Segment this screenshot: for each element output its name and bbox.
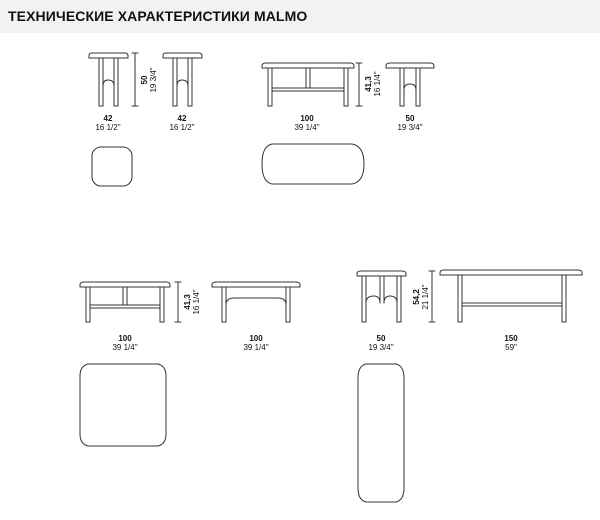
dim-100a-cm: 100 — [300, 114, 314, 123]
dim-150-cm: 150 — [504, 334, 518, 343]
tall-table-front-view — [357, 271, 406, 322]
page-title: ТЕХНИЧЕСКИЕ ХАРАКТЕРИСТИКИ MALMO — [8, 8, 308, 24]
coffee-table-front-view — [262, 63, 354, 106]
dim-41b-in: 16 1/4" — [192, 289, 201, 315]
dim-42a-cm: 42 — [103, 114, 113, 123]
dim-50a-in: 19 3/4" — [397, 123, 423, 132]
dimension-labels — [95, 67, 518, 352]
side-table-side-view — [163, 53, 202, 106]
dim-50a-cm: 50 — [405, 114, 415, 123]
dim-50b-cm: 50 — [376, 334, 386, 343]
height-dim-line-41b — [175, 282, 181, 322]
dim-50h-in: 19 3/4" — [149, 67, 158, 93]
coffee-table-side-view — [386, 63, 434, 106]
square-table-top-view — [80, 364, 166, 446]
dim-100a-in: 39 1/4" — [294, 123, 320, 132]
dim-54-cm: 54,2 — [412, 289, 421, 305]
height-dim-line-50 — [132, 53, 138, 106]
height-dim-line-41a — [356, 63, 362, 106]
dim-100c-cm: 100 — [249, 334, 263, 343]
coffee-table-top-view — [262, 144, 364, 184]
dim-42b-in: 16 1/2" — [169, 123, 195, 132]
dim-41a-in: 16 1/4" — [373, 71, 382, 97]
side-table-front-view — [89, 53, 128, 106]
dim-42a-in: 16 1/2" — [95, 123, 121, 132]
square-table-side-view — [212, 282, 300, 322]
dim-50h-cm: 50 — [140, 75, 149, 85]
dim-42b-cm: 42 — [177, 114, 187, 123]
dim-41a-cm: 41,3 — [364, 76, 373, 92]
dim-100c-in: 39 1/4" — [243, 343, 269, 352]
dim-100b-cm: 100 — [118, 334, 132, 343]
dim-50b-in: 19 3/4" — [368, 343, 394, 352]
side-table-top-view — [92, 147, 132, 186]
console-top-view — [358, 364, 404, 502]
square-table-front-view — [80, 282, 170, 322]
dim-54-in: 21 1/4" — [421, 284, 430, 310]
dim-100b-in: 39 1/4" — [112, 343, 138, 352]
dim-41b-cm: 41,3 — [183, 294, 192, 310]
console-side-view — [440, 270, 582, 322]
dim-150-in: 59" — [505, 343, 517, 352]
